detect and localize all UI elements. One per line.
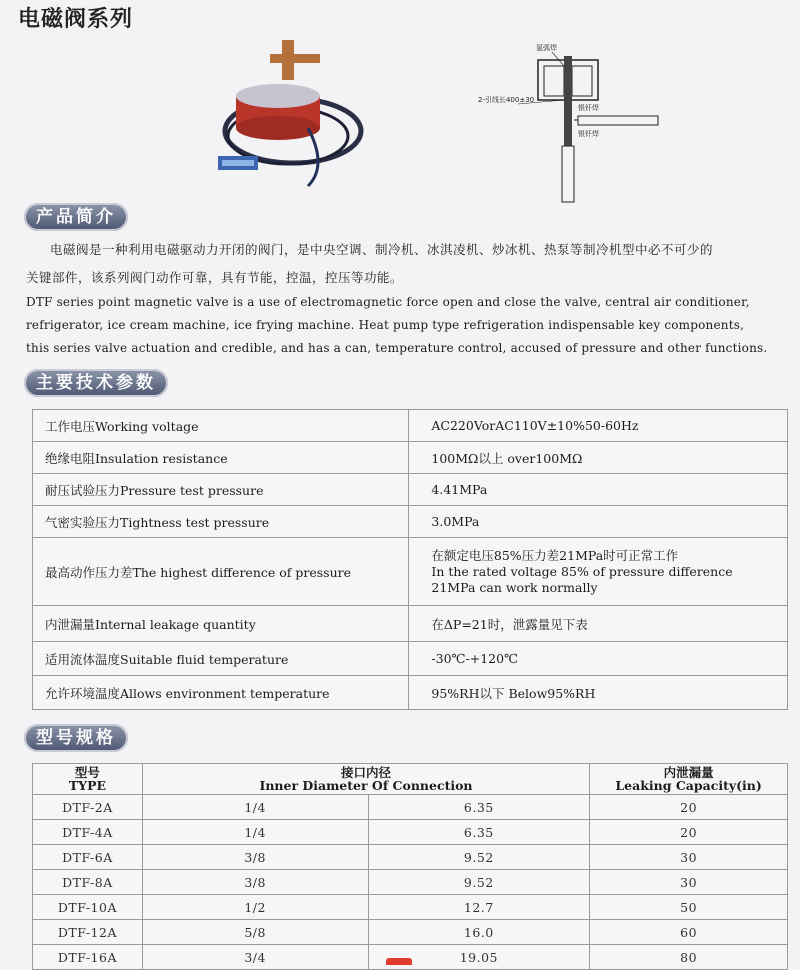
cell-type: DTF-10A xyxy=(33,895,143,920)
spec-value: -30℃-+120℃ xyxy=(409,642,788,676)
cell-inch: 1/4 xyxy=(142,820,368,845)
valve-drawing xyxy=(478,36,668,206)
section-models-heading: 型号规格 xyxy=(24,724,128,752)
intro-cn-line-1: 电磁阀是一种利用电磁驱动力开闭的阀门，是中央空调、制冷机、冰淇凌机、炒冰机、热泵等制冷机型中必不可少的 xyxy=(50,242,714,257)
intro-cn-line-2: 关键部件，该系列阀门动作可靠，具有节能，控温，控压等功能。 xyxy=(26,270,404,285)
spec-row xyxy=(33,676,788,710)
cell-inch: 3/8 xyxy=(142,845,368,870)
section-params-heading: 主要技术参数 xyxy=(24,369,168,397)
spec-row xyxy=(33,410,788,442)
diagram-label-silver-1: 银钎焊 xyxy=(578,104,599,112)
intro-en-line-3: this series valve actuation and credible, and has a can, temperature control, accused of pressure and other functions. xyxy=(26,341,768,355)
diagram-label-argon-weld: 氩弧焊 xyxy=(536,44,557,52)
spec-row xyxy=(33,506,788,538)
cell-leak: 30 xyxy=(590,870,788,895)
intro-en-line-1: DTF series point magnetic valve is a use of electromagnetic force open and close the valve, central air conditioner, xyxy=(26,295,750,309)
spec-value: 3.0MPa xyxy=(409,506,788,538)
spec-row xyxy=(33,606,788,642)
table-row xyxy=(33,870,788,895)
cell-mm: 16.0 xyxy=(368,920,590,945)
cell-mm: 6.35 xyxy=(368,795,590,820)
page-title: 电磁阀系列 xyxy=(18,7,134,32)
cell-leak: 80 xyxy=(590,945,788,970)
header-leak-cn: 内泄漏量 xyxy=(663,765,714,780)
cell-mm: 6.35 xyxy=(368,820,590,845)
cell-inch: 3/4 xyxy=(142,945,368,970)
cell-type: DTF-2A xyxy=(33,795,143,820)
spec-value: 在ΔP=21时，泄露量见下表 xyxy=(409,606,788,642)
page-marker xyxy=(386,958,412,965)
spec-name: 最高动作压力差The highest difference of pressure xyxy=(33,538,409,606)
col-header-connection xyxy=(142,764,589,795)
cell-inch: 1/2 xyxy=(142,895,368,920)
table-row xyxy=(33,820,788,845)
diagram-label-silver-2: 银钎焊 xyxy=(578,130,599,138)
spec-table xyxy=(32,409,788,710)
spec-value: 4.41MPa xyxy=(409,474,788,506)
cell-leak: 60 xyxy=(590,920,788,945)
table-row xyxy=(33,920,788,945)
spec-value-line: 21MPa can work normally xyxy=(431,579,598,595)
spec-name: 气密实验压力Tightness test pressure xyxy=(33,506,409,538)
cell-mm: 9.52 xyxy=(368,845,590,870)
valve-photo xyxy=(218,36,368,196)
spec-name: 耐压试验压力Pressure test pressure xyxy=(33,474,409,506)
spec-name: 允许环境温度Allows environment temperature xyxy=(33,676,409,710)
cell-mm: 19.05 xyxy=(368,945,590,970)
spec-name: 内泄漏量Internal leakage quantity xyxy=(33,606,409,642)
cell-leak: 20 xyxy=(590,795,788,820)
col-header-leak xyxy=(590,764,788,795)
cell-type: DTF-12A xyxy=(33,920,143,945)
header-type-cn: 型号 xyxy=(74,765,100,780)
spec-value: 100MΩ以上 over100MΩ xyxy=(409,442,788,474)
cell-inch: 1/4 xyxy=(142,795,368,820)
table-row xyxy=(33,795,788,820)
models-header-row xyxy=(33,764,788,795)
spec-value: 95%RH以下 Below95%RH xyxy=(409,676,788,710)
cell-type: DTF-8A xyxy=(33,870,143,895)
cell-type: DTF-6A xyxy=(33,845,143,870)
cell-type: DTF-16A xyxy=(33,945,143,970)
spec-row xyxy=(33,538,788,606)
cell-mm: 9.52 xyxy=(368,870,590,895)
table-row xyxy=(33,895,788,920)
col-header-type xyxy=(33,764,143,795)
header-leak-en: Leaking Capacity(in) xyxy=(615,778,762,793)
models-table xyxy=(32,763,788,970)
cell-inch: 5/8 xyxy=(142,920,368,945)
cell-inch: 3/8 xyxy=(142,870,368,895)
cell-type: DTF-4A xyxy=(33,820,143,845)
cell-leak: 20 xyxy=(590,820,788,845)
diagram-label-lead: 2-引线长400±30 xyxy=(478,96,535,104)
spec-value-multiline xyxy=(409,538,788,606)
intro-en-line-2: refrigerator, ice cream machine, ice frying machine. Heat pump type refrigeration indispensable key components, xyxy=(26,318,745,332)
spec-name: 适用流体温度Suitable fluid temperature xyxy=(33,642,409,676)
spec-name: 工作电压Working voltage xyxy=(33,410,409,442)
header-conn-cn: 接口内径 xyxy=(341,765,392,780)
cell-mm: 12.7 xyxy=(368,895,590,920)
cell-leak: 30 xyxy=(590,845,788,870)
spec-row xyxy=(33,642,788,676)
spec-row xyxy=(33,474,788,506)
section-intro-heading: 产品简介 xyxy=(24,203,128,231)
spec-name: 绝缘电阻Insulation resistance xyxy=(33,442,409,474)
cell-leak: 50 xyxy=(590,895,788,920)
spec-value-line: 在额定电压85%压力差21MPa时可正常工作 xyxy=(431,547,679,563)
table-row xyxy=(33,945,788,970)
spec-row xyxy=(33,442,788,474)
spec-value-line: In the rated voltage 85% of pressure difference xyxy=(431,563,733,579)
header-type-en: TYPE xyxy=(68,778,106,793)
table-row xyxy=(33,845,788,870)
spec-value: AC220VorAC110V±10%50-60Hz xyxy=(409,410,788,442)
header-conn-en: Inner Diameter Of Connection xyxy=(259,778,473,793)
